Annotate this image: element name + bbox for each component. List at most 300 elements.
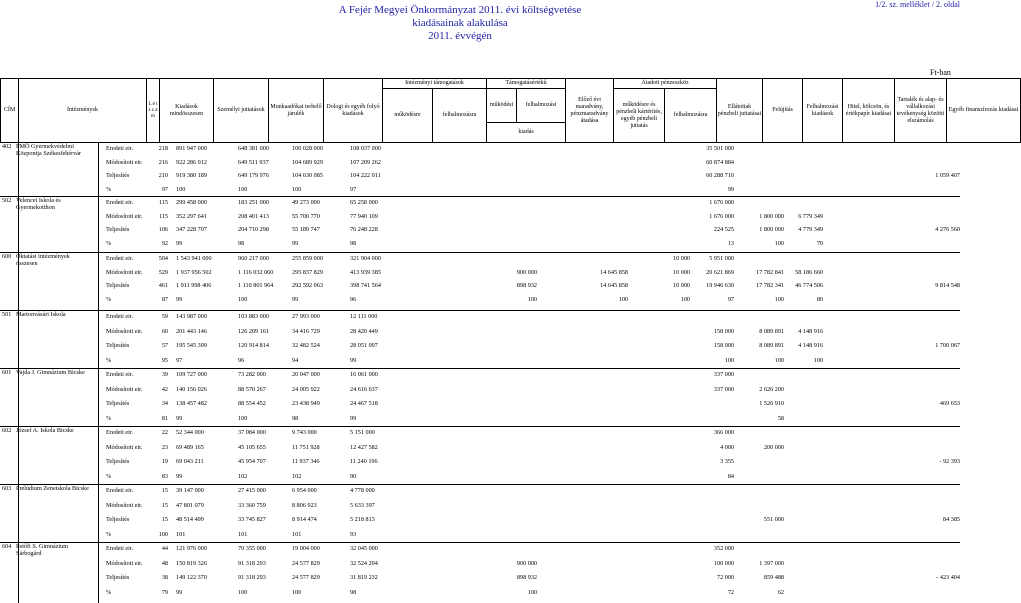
row-label: %: [106, 473, 112, 480]
table-cell: 14 645 858: [600, 282, 628, 289]
row-label: %: [106, 186, 112, 193]
table-cell: 1 937 956 502: [176, 269, 212, 276]
table-row: [0, 370, 960, 380]
table-cell: 24 577 829: [292, 574, 320, 581]
table-cell: 92: [161, 240, 168, 247]
table-cell: 347 228 707: [176, 226, 207, 233]
table-cell: 960 217 000: [238, 255, 269, 262]
row-label: Eredeti eir.: [106, 429, 134, 436]
table-cell: 35 501 000: [706, 145, 734, 152]
table-cell: 65 258 000: [350, 199, 378, 206]
table-cell: 32 482 524: [292, 342, 320, 349]
table-cell: 1 800 000: [759, 213, 784, 220]
row-label: Módosított eir.: [106, 386, 143, 393]
row-label: Módosított eir.: [106, 444, 143, 451]
row-label: %: [106, 357, 112, 364]
table-cell: 891 947 000: [176, 145, 207, 152]
table-cell: 1 911 998 406: [176, 282, 212, 289]
table-row: [0, 268, 960, 278]
table-cell: 99: [176, 473, 183, 480]
table-cell: 100: [238, 296, 248, 303]
table-cell: 100 000: [713, 560, 734, 567]
table-cell: 5 633 397: [350, 502, 375, 509]
institution-name: Vajda J. Gimnázium Bicske: [16, 369, 85, 376]
table-cell: 24 577 829: [292, 560, 320, 567]
table-cell: 4 148 916: [798, 342, 823, 349]
table-cell: 91 318 293: [238, 574, 266, 581]
row-label: Módosított eir.: [106, 213, 143, 220]
table-row: [0, 225, 960, 235]
table-cell: 4 778 000: [350, 487, 375, 494]
table-cell: 218: [158, 145, 168, 152]
table-cell: 81: [161, 415, 168, 422]
row-label: Eredeti eir.: [106, 545, 134, 552]
institution-code: 604: [2, 543, 12, 550]
row-label: Eredeti eir.: [106, 255, 134, 262]
table-cell: 24 005 922: [292, 386, 320, 393]
table-cell: 28 420 449: [350, 328, 378, 335]
table-cell: 195 545 309: [176, 342, 207, 349]
table-cell: 73 282 000: [238, 371, 266, 378]
table-cell: 45 105 655: [238, 444, 266, 451]
table-cell: 87: [161, 296, 168, 303]
table-cell: 19 004 000: [292, 545, 320, 552]
table-cell: 39 147 000: [176, 487, 204, 494]
table-cell: 27 415 000: [238, 487, 266, 494]
table-row: [0, 573, 960, 583]
table-cell: 99: [176, 240, 183, 247]
table-cell: 100: [527, 589, 537, 596]
col-atadott-felhalmozasra: felhalmozásra: [665, 89, 717, 143]
table-cell: 102: [292, 473, 302, 480]
table-cell: 337 000: [713, 386, 734, 393]
row-label: %: [106, 415, 112, 422]
table-cell: 398 741 564: [350, 282, 381, 289]
table-cell: 97: [176, 357, 183, 364]
table-cell: 98: [350, 589, 357, 596]
table-cell: 96: [350, 296, 357, 303]
table-cell: 33 745 827: [238, 516, 266, 523]
table-cell: 99: [350, 415, 357, 422]
table-cell: 149 122 370: [176, 574, 207, 581]
institution-code: 600: [2, 253, 12, 260]
table-cell: 551 000: [763, 516, 784, 523]
table-cell: 4 148 916: [798, 328, 823, 335]
table-row: [0, 144, 960, 154]
row-label: Eredeti eir.: [106, 199, 134, 206]
table-cell: 366 000: [713, 429, 734, 436]
table-row: [0, 239, 960, 249]
col-szemelyi-juttatasok: Személyi juttatások: [214, 79, 269, 143]
table-cell: 34 416 729: [292, 328, 320, 335]
table-cell: 90: [350, 473, 357, 480]
table-cell: 97: [727, 296, 734, 303]
table-cell: 80: [816, 296, 823, 303]
table-cell: 72: [727, 589, 734, 596]
table-cell: 120 914 814: [238, 342, 269, 349]
table-cell: 900 000: [516, 560, 537, 567]
table-cell: 8 914 474: [292, 516, 317, 523]
table-cell: 922 286 012: [176, 159, 207, 166]
col-cim: CÍM: [1, 79, 19, 143]
table-cell: 208 401 413: [238, 213, 269, 220]
table-row: [0, 171, 960, 181]
table-row: [0, 254, 960, 264]
table-cell: 898 932: [516, 282, 537, 289]
table-cell: 4 276 560: [935, 226, 960, 233]
table-cell: 1 526 910: [759, 400, 784, 407]
col-felhalmozasi-kiadasok: Felhalmozási kiadások: [803, 79, 843, 143]
table-cell: 98: [350, 240, 357, 247]
row-label: Módosított eir.: [106, 269, 143, 276]
col-elozo-evi-maradvany: Előző évi maradvány, pénzmaradvány átadása: [566, 79, 614, 143]
table-cell: 47 801 079: [176, 502, 204, 509]
row-label: Eredeti eir.: [106, 371, 134, 378]
table-cell: 9 814 548: [935, 282, 960, 289]
table-cell: 529: [158, 269, 168, 276]
table-row: [0, 588, 960, 598]
table-cell: 48 514 499: [176, 516, 204, 523]
table-cell: 143 987 000: [176, 313, 207, 320]
table-cell: 101: [176, 531, 186, 538]
table-cell: 649 511 937: [238, 159, 269, 166]
table-cell: 55 189 747: [292, 226, 320, 233]
table-row: [0, 414, 960, 424]
col-tam-kiadas: kiadás: [487, 123, 566, 143]
row-separator: [0, 142, 960, 143]
table-cell: 100: [774, 296, 784, 303]
table-row: [0, 295, 960, 305]
institution-code: 502: [2, 197, 12, 204]
table-row: [0, 457, 960, 467]
table-cell: 94: [292, 357, 299, 364]
table-cell: 28 051 097: [350, 342, 378, 349]
table-cell: 1 110 801 964: [238, 282, 274, 289]
table-cell: 32 524 204: [350, 560, 378, 567]
table-cell: 100: [238, 589, 248, 596]
table-cell: 22: [161, 429, 168, 436]
table-cell: 48: [161, 560, 168, 567]
table-cell: 99: [292, 240, 299, 247]
table-cell: 100 028 000: [292, 145, 323, 152]
table-cell: 97: [161, 186, 168, 193]
table-cell: 210: [158, 172, 168, 179]
column-header-table: [0, 78, 1021, 143]
table-cell: 5 151 000: [350, 429, 375, 436]
table-cell: 16 061 000: [350, 371, 378, 378]
table-cell: 15: [161, 502, 168, 509]
row-label: Módosított eir.: [106, 502, 143, 509]
table-cell: 31 819 232: [350, 574, 378, 581]
table-cell: 52 344 000: [176, 429, 204, 436]
table-cell: 88 554 452: [238, 400, 266, 407]
table-cell: 413 939 385: [350, 269, 381, 276]
table-cell: 39: [161, 371, 168, 378]
table-cell: 321 904 000: [350, 255, 381, 262]
table-cell: - 92 393: [939, 458, 960, 465]
table-cell: 99: [727, 186, 734, 193]
table-cell: 469 653: [939, 400, 960, 407]
table-cell: 292 592 063: [292, 282, 323, 289]
table-cell: 5 951 000: [709, 255, 734, 262]
table-cell: 19: [161, 458, 168, 465]
table-cell: 100: [527, 296, 537, 303]
table-row: [0, 544, 960, 554]
table-cell: 106: [158, 226, 168, 233]
table-cell: 55 700 770: [292, 213, 320, 220]
table-cell: 158 000: [713, 342, 734, 349]
row-label: %: [106, 531, 112, 538]
table-cell: 84: [727, 473, 734, 480]
table-cell: 91 318 293: [238, 560, 266, 567]
row-separator: [0, 484, 960, 485]
row-separator: [0, 310, 960, 311]
table-cell: 24 467 518: [350, 400, 378, 407]
table-row: [0, 185, 960, 195]
table-row: [0, 312, 960, 322]
table-cell: 69 489 165: [176, 444, 204, 451]
table-cell: 10 000: [672, 282, 690, 289]
table-cell: 337 000: [713, 371, 734, 378]
row-label: Módosított eir.: [106, 159, 143, 166]
row-label: Teljesítés: [106, 172, 130, 179]
table-cell: 12 427 582: [350, 444, 378, 451]
table-cell: 158 000: [713, 328, 734, 335]
col-dologi-kiadasok: Dologi és egyéb folyó kiadások: [324, 79, 383, 143]
institution-name: Oktatási intézmények összesen: [16, 253, 70, 267]
table-cell: 8 806 923: [292, 502, 317, 509]
table-cell: 58: [777, 415, 784, 422]
table-cell: 33 360 759: [238, 502, 266, 509]
table-cell: 504: [158, 255, 168, 262]
title-line-1: A Fejér Megyei Önkormányzat 2011. évi költségvetése: [338, 4, 582, 16]
table-cell: 352 297 641: [176, 213, 207, 220]
table-cell: 60: [161, 328, 168, 335]
table-cell: 107 209 262: [350, 159, 381, 166]
table-cell: 99: [176, 415, 183, 422]
table-row: [0, 341, 960, 351]
table-cell: 224 525: [713, 226, 734, 233]
row-label: Módosított eir.: [106, 560, 143, 567]
institution-code: 402: [2, 143, 12, 150]
col-tam-mukodesi: működési: [487, 89, 517, 123]
table-cell: 24 616 637: [350, 386, 378, 393]
table-cell: 104 630 085: [292, 172, 323, 179]
table-cell: 2 626 200: [759, 386, 784, 393]
table-cell: 1 543 941 000: [176, 255, 212, 262]
table-cell: 103 883 000: [238, 313, 269, 320]
col-tam-felhalmozasi: felhalmozási: [517, 89, 566, 123]
table-cell: 104 222 011: [350, 172, 381, 179]
table-row: [0, 212, 960, 222]
table-cell: 138 457 482: [176, 400, 207, 407]
table-cell: 98: [238, 240, 245, 247]
table-cell: 100: [158, 531, 168, 538]
table-cell: 44: [161, 545, 168, 552]
table-cell: 10 000: [672, 255, 690, 262]
institution-name: Velencei Iskola és Gyermekotthon: [16, 197, 61, 211]
table-cell: 14 645 858: [600, 269, 628, 276]
table-cell: 100: [724, 357, 734, 364]
table-cell: 57: [161, 342, 168, 349]
table-cell: 32 045 000: [350, 545, 378, 552]
col-egyeb-finanszirozas: Egyéb finanszírozás kiadásai: [947, 79, 1021, 143]
table-cell: 95: [161, 357, 168, 364]
table-row: [0, 515, 960, 525]
table-cell: 126 209 161: [238, 328, 269, 335]
table-cell: 9 743 000: [292, 429, 317, 436]
table-cell: 100: [618, 296, 628, 303]
table-cell: 59: [161, 313, 168, 320]
table-cell: 8 089 891: [759, 328, 784, 335]
table-cell: 17 782 841: [756, 269, 784, 276]
col-tartalek: Tartalék és alap- és vállalkozási tevékenység közötti elszámolás: [895, 79, 947, 143]
table-cell: 70 355 000: [238, 545, 266, 552]
row-separator: [0, 196, 960, 197]
col-atadott-mukodesre: működésre és pénzbeli kártérítés, egyéb pénzbeli juttatás: [614, 89, 665, 143]
table-cell: 1 700 067: [935, 342, 960, 349]
table-cell: 19 946 630: [706, 282, 734, 289]
row-label: Eredeti eir.: [106, 313, 134, 320]
table-cell: 100: [680, 296, 690, 303]
table-cell: 200 000: [763, 444, 784, 451]
table-cell: 46 774 506: [795, 282, 823, 289]
table-cell: 1 800 000: [759, 226, 784, 233]
table-cell: 76 248 228: [350, 226, 378, 233]
table-cell: 13: [727, 240, 734, 247]
table-cell: 72 000: [716, 574, 734, 581]
table-row: [0, 158, 960, 168]
table-row: [0, 356, 960, 366]
row-label: %: [106, 296, 112, 303]
row-label: Teljesítés: [106, 342, 130, 349]
table-cell: 1 116 032 060: [238, 269, 274, 276]
table-cell: 100: [176, 186, 186, 193]
col-int-mukodesre: működésre: [383, 89, 433, 143]
table-cell: 1 059 407: [935, 172, 960, 179]
table-cell: 101: [292, 531, 302, 538]
table-row: [0, 501, 960, 511]
col-intezmenyek: Intézmények: [19, 79, 147, 143]
table-cell: 60 874 884: [706, 159, 734, 166]
table-cell: 12 111 000: [350, 313, 378, 320]
table-cell: 17 782 341: [756, 282, 784, 289]
row-label: Teljesítés: [106, 226, 130, 233]
table-cell: 109 727 000: [176, 371, 207, 378]
table-cell: 88 570 267: [238, 386, 266, 393]
unit-label: Ft-ban: [930, 68, 951, 77]
table-cell: 62: [777, 589, 784, 596]
table-cell: 93: [350, 531, 357, 538]
table-cell: 1 397 000: [759, 560, 784, 567]
row-label: %: [106, 240, 112, 247]
table-cell: 121 976 000: [176, 545, 207, 552]
table-cell: 216: [158, 159, 168, 166]
table-row: [0, 399, 960, 409]
table-cell: 649 179 976: [238, 172, 269, 179]
col-intezmenyi-tamogatasok: Intézményi támogatások: [383, 79, 487, 89]
table-cell: 183 251 000: [238, 199, 269, 206]
table-cell: 38: [161, 574, 168, 581]
table-cell: 100: [238, 186, 248, 193]
table-cell: 79: [161, 589, 168, 596]
table-row: [0, 281, 960, 291]
table-row: [0, 327, 960, 337]
table-cell: 15: [161, 516, 168, 523]
table-cell: 898 932: [516, 574, 537, 581]
col-int-felhalmozasra: felhalmozásra: [433, 89, 487, 143]
institution-code: 603: [2, 485, 12, 492]
table-cell: 10 000: [672, 269, 690, 276]
table-row: [0, 486, 960, 496]
table-cell: 20 621 869: [706, 269, 734, 276]
table-cell: 23: [161, 444, 168, 451]
table-cell: 99: [176, 296, 183, 303]
table-cell: 83: [161, 473, 168, 480]
table-cell: 99: [350, 357, 357, 364]
table-cell: 100: [774, 240, 784, 247]
table-cell: 201 443 146: [176, 328, 207, 335]
table-row: [0, 443, 960, 453]
col-felujitas: Felújítás: [763, 79, 803, 143]
table-row: [0, 428, 960, 438]
institution-name: Prelúdium Zeneiskola Bicske: [16, 485, 89, 492]
table-cell: 140 156 026: [176, 386, 207, 393]
table-cell: 3 355: [720, 458, 734, 465]
table-cell: 1 676 000: [709, 199, 734, 206]
table-cell: 919 380 189: [176, 172, 207, 179]
row-separator: [0, 542, 960, 543]
table-cell: - 423 404: [936, 574, 960, 581]
row-separator: [0, 368, 960, 369]
table-cell: 900 000: [516, 269, 537, 276]
col-ellatottak: Ellátottak pénzbeli juttatásai: [717, 79, 763, 143]
table-cell: 20 047 000: [292, 371, 320, 378]
table-row: [0, 530, 960, 540]
table-cell: 11 240 196: [350, 458, 378, 465]
col-tamogatasertekû: Támogatásértékű: [487, 79, 566, 89]
table-cell: 42: [161, 386, 168, 393]
table-cell: 100: [238, 415, 248, 422]
row-label: Teljesítés: [106, 282, 130, 289]
row-label: Teljesítés: [106, 400, 130, 407]
title-line-3: 2011. évvégén: [428, 30, 492, 42]
table-cell: 101: [238, 531, 248, 538]
row-separator: [0, 426, 960, 427]
title-line-2: kiadásainak alakulása: [412, 17, 508, 29]
table-cell: 58 186 660: [795, 269, 823, 276]
table-cell: 102: [238, 473, 248, 480]
table-cell: 49 273 000: [292, 199, 320, 206]
row-label: Eredeti eir.: [106, 145, 134, 152]
report-title: [300, 4, 620, 43]
table-cell: 295 837 829: [292, 269, 323, 276]
table-cell: 99: [176, 589, 183, 596]
table-row: [0, 385, 960, 395]
table-cell: 115: [158, 213, 168, 220]
table-cell: 100: [292, 589, 302, 596]
table-cell: 23 438 949: [292, 400, 320, 407]
table-row: [0, 472, 960, 482]
col-letszam: L é t s z á m: [147, 79, 160, 143]
table-cell: 115: [158, 199, 168, 206]
table-cell: 11 751 928: [292, 444, 320, 451]
table-cell: 104 689 929: [292, 159, 323, 166]
annex-label: 1/2. sz. melléklet / 2. oldal: [875, 0, 960, 9]
table-cell: 150 819 326: [176, 560, 207, 567]
col-hitel: Hitel, kölcsön, és értékpapír kiadásai: [843, 79, 895, 143]
table-cell: 5 218 813: [350, 516, 375, 523]
